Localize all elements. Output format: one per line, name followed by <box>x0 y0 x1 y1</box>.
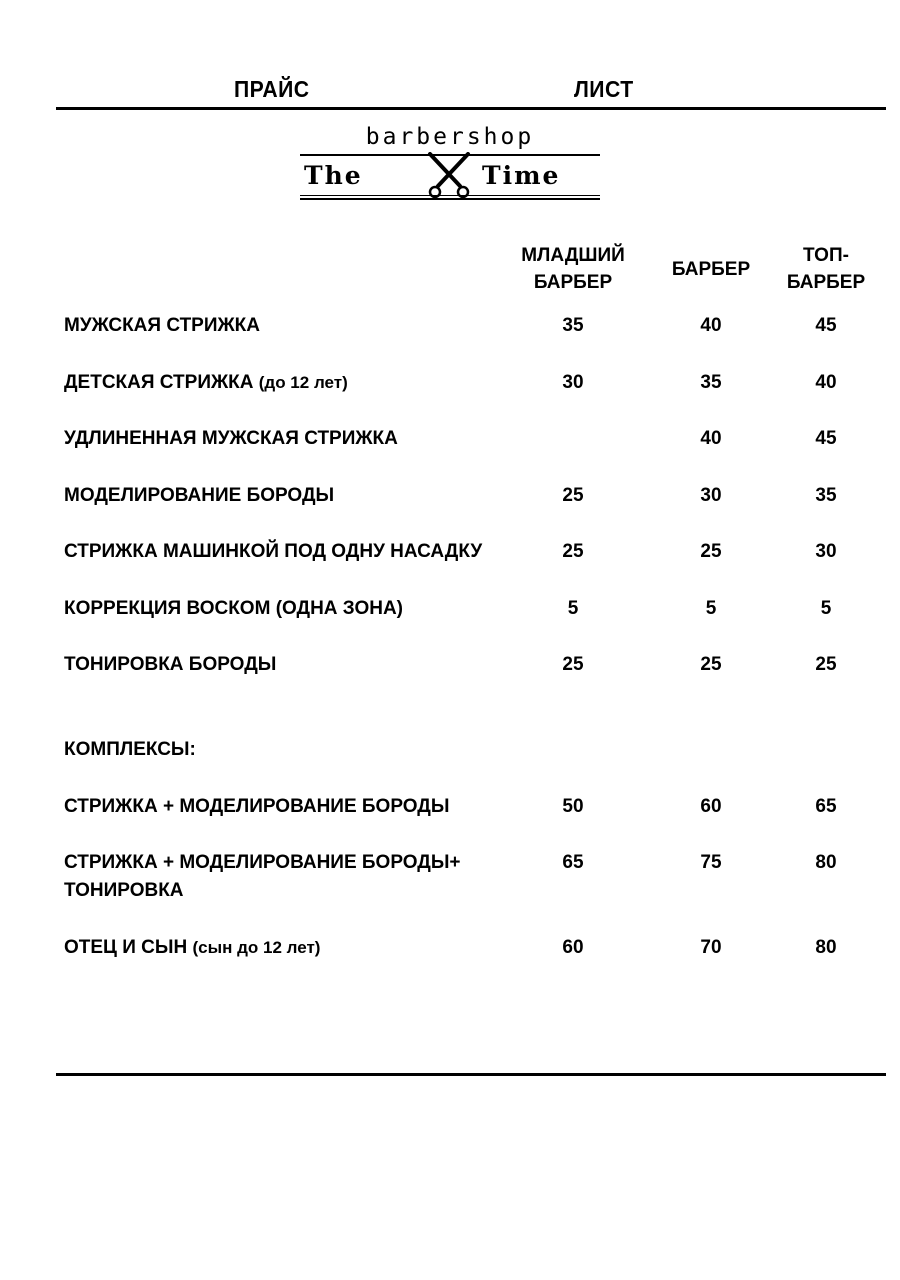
price-junior: 35 <box>562 315 584 336</box>
price-barber: 75 <box>700 852 722 873</box>
service-note: (сын до 12 лет) <box>192 938 321 957</box>
top-divider <box>56 107 886 110</box>
service-name: ДЕТСКАЯ СТРИЖКА (до 12 лет) <box>64 372 348 393</box>
price-top: 45 <box>815 315 837 336</box>
column-header-barber: БАРБЕР <box>671 259 751 280</box>
service-name: УДЛИНЕННАЯ МУЖСКАЯ СТРИЖКА <box>64 428 398 449</box>
service-name: СТРИЖКА + МОДЕЛИРОВАНИЕ БОРОДЫ <box>64 796 450 817</box>
price-row <box>0 595 900 645</box>
price-junior: 30 <box>562 372 584 393</box>
price-top: 80 <box>815 852 837 873</box>
title-word-price: ПРАЙС <box>234 76 310 102</box>
price-row <box>0 793 900 843</box>
price-junior: 25 <box>562 541 584 562</box>
column-header-junior: МЛАДШИЙ БАРБЕР <box>521 245 625 293</box>
price-top: 40 <box>815 372 837 393</box>
logo-subtitle: barbershop <box>365 124 535 150</box>
logo-divider <box>300 195 600 196</box>
price-barber: 40 <box>700 315 722 336</box>
service-note: (до 12 лет) <box>258 373 348 392</box>
price-barber: 25 <box>700 654 722 675</box>
price-top: 35 <box>815 485 837 506</box>
logo-divider <box>300 198 600 200</box>
price-top: 80 <box>815 937 837 958</box>
price-top: 45 <box>815 428 837 449</box>
service-name: КОРРЕКЦИЯ ВОСКОМ (ОДНА ЗОНА) <box>64 598 404 619</box>
page-title <box>0 76 900 110</box>
service-name: ТОНИРОВКА БОРОДЫ <box>64 654 277 675</box>
logo-name-right: Time <box>482 161 561 190</box>
price-barber: 35 <box>700 372 722 393</box>
price-junior: 25 <box>562 485 584 506</box>
price-row <box>0 934 900 984</box>
service-name: МОДЕЛИРОВАНИЕ БОРОДЫ <box>64 485 335 506</box>
price-row <box>0 538 900 588</box>
price-top: 30 <box>815 541 837 562</box>
price-top: 25 <box>815 654 837 675</box>
price-barber: 25 <box>700 541 722 562</box>
title-word-list: ЛИСТ <box>574 76 634 102</box>
price-row <box>0 651 900 701</box>
bottom-divider <box>56 1073 886 1076</box>
service-name: СТРИЖКА МАШИНКОЙ ПОД ОДНУ НАСАДКУ <box>64 541 483 562</box>
barbershop-logo <box>300 122 600 202</box>
price-row <box>0 369 900 419</box>
price-junior: 5 <box>567 598 579 619</box>
price-row <box>0 482 900 532</box>
price-junior: 25 <box>562 654 584 675</box>
price-barber: 30 <box>700 485 722 506</box>
column-header-top: ТОП- БАРБЕР <box>786 245 866 293</box>
price-junior: 65 <box>562 852 584 873</box>
service-name: МУЖСКАЯ СТРИЖКА <box>64 315 260 336</box>
logo-name-left: The <box>304 161 363 190</box>
price-junior: 50 <box>562 796 584 817</box>
price-row <box>0 312 900 362</box>
price-barber: 70 <box>700 937 722 958</box>
scissors-icon <box>422 152 476 200</box>
price-top: 65 <box>815 796 837 817</box>
price-top: 5 <box>820 598 832 619</box>
price-barber: 40 <box>700 428 722 449</box>
price-barber: 60 <box>700 796 722 817</box>
price-row <box>0 425 900 475</box>
price-junior: 60 <box>562 937 584 958</box>
service-name: ОТЕЦ И СЫН (сын до 12 лет) <box>64 937 321 958</box>
price-row <box>0 849 900 909</box>
price-barber: 5 <box>705 598 717 619</box>
service-name: СТРИЖКА + МОДЕЛИРОВАНИЕ БОРОДЫ+ ТОНИРОВКА <box>64 852 461 901</box>
complexes-heading: КОМПЛЕКСЫ: <box>64 739 196 760</box>
